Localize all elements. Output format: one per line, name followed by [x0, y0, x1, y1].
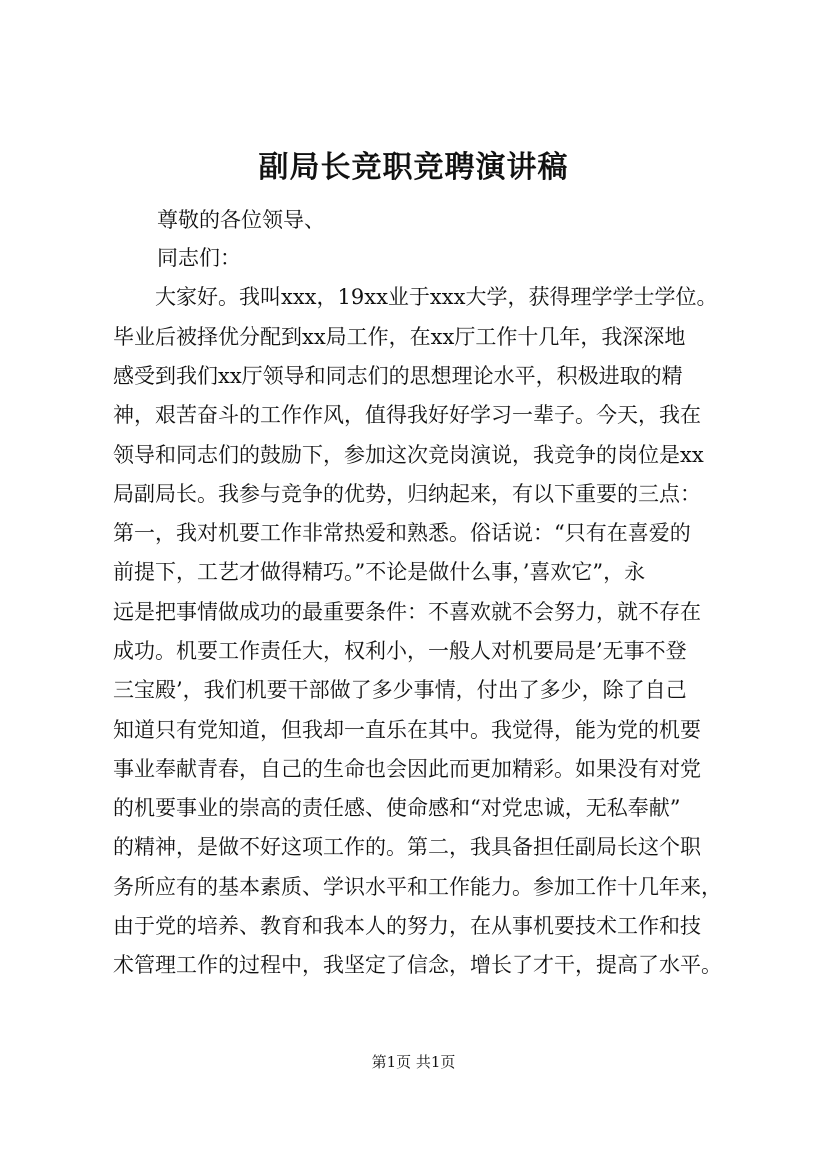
- body-text-line: 事业奉献青春，自己的生命也会因此而更加精彩。如果没有对党: [113, 757, 701, 781]
- salutation-line: 同志们：: [157, 246, 241, 270]
- body-text-line: 的机要事业的崇高的责任感、使命感和“对党忠诚，无私奉献”: [113, 796, 681, 820]
- body-text-line: 第一，我对机要工作非常热爱和熟悉。俗话说：“只有在喜爱的: [113, 521, 691, 545]
- body-text-line: 毕业后被择优分配到xx局工作，在xx厅工作十几年，我深深地: [113, 325, 686, 349]
- body-text-line: 局副局长。我参与竞争的优势，归纳起来，有以下重要的三点：: [113, 482, 701, 506]
- body-text-line: 三宝殿’，我们机要干部做了多少事情，付出了多少，除了自己: [113, 678, 687, 702]
- body-text-line: 感受到我们xx厅领导和同志们的思想理论水平，积极进取的精: [113, 364, 683, 388]
- body-text-line: 前提下，工艺才做得精巧。”不论是做什么事，’喜欢它”，永: [113, 560, 646, 584]
- body-text-line: 的精神，是做不好这项工作的。第二，我具备担任副局长这个职: [113, 835, 701, 859]
- body-text-line: 务所应有的基本素质、学识水平和工作能力。参加工作十几年来，: [113, 875, 722, 899]
- body-text-line: 成功。机要工作责任大，权利小，一般人对机要局是’无事不登: [113, 639, 687, 663]
- body-text-line: 由于党的培养、教育和我本人的努力，在从事机要技术工作和技: [113, 914, 701, 938]
- body-text-line: 领导和同志们的鼓励下，参加这次竞岗演说，我竞争的岗位是xx: [113, 443, 704, 467]
- body-text-line: 神，艰苦奋斗的工作作风，值得我好好学习一辈子。今天，我在: [113, 403, 701, 427]
- body-text-line: 大家好。我叫xxx，19xx业于xxx大学，获得理学学士学位。: [155, 285, 718, 309]
- body-text-line: 术管理工作的过程中，我坚定了信念，增长了才干，提高了水平。: [113, 953, 722, 977]
- salutation-line: 尊敬的各位领导、: [157, 208, 325, 232]
- page-footer: 第1页 共1页: [371, 1053, 456, 1071]
- body-text-line: 知道只有党知道，但我却一直乐在其中。我觉得，能为党的机要: [113, 718, 701, 742]
- body-text-line: 远是把事情做成功的最重要条件：不喜欢就不会努力，就不存在: [113, 600, 701, 624]
- document-title: 副局长竞职竞聘演讲稿: [258, 150, 569, 185]
